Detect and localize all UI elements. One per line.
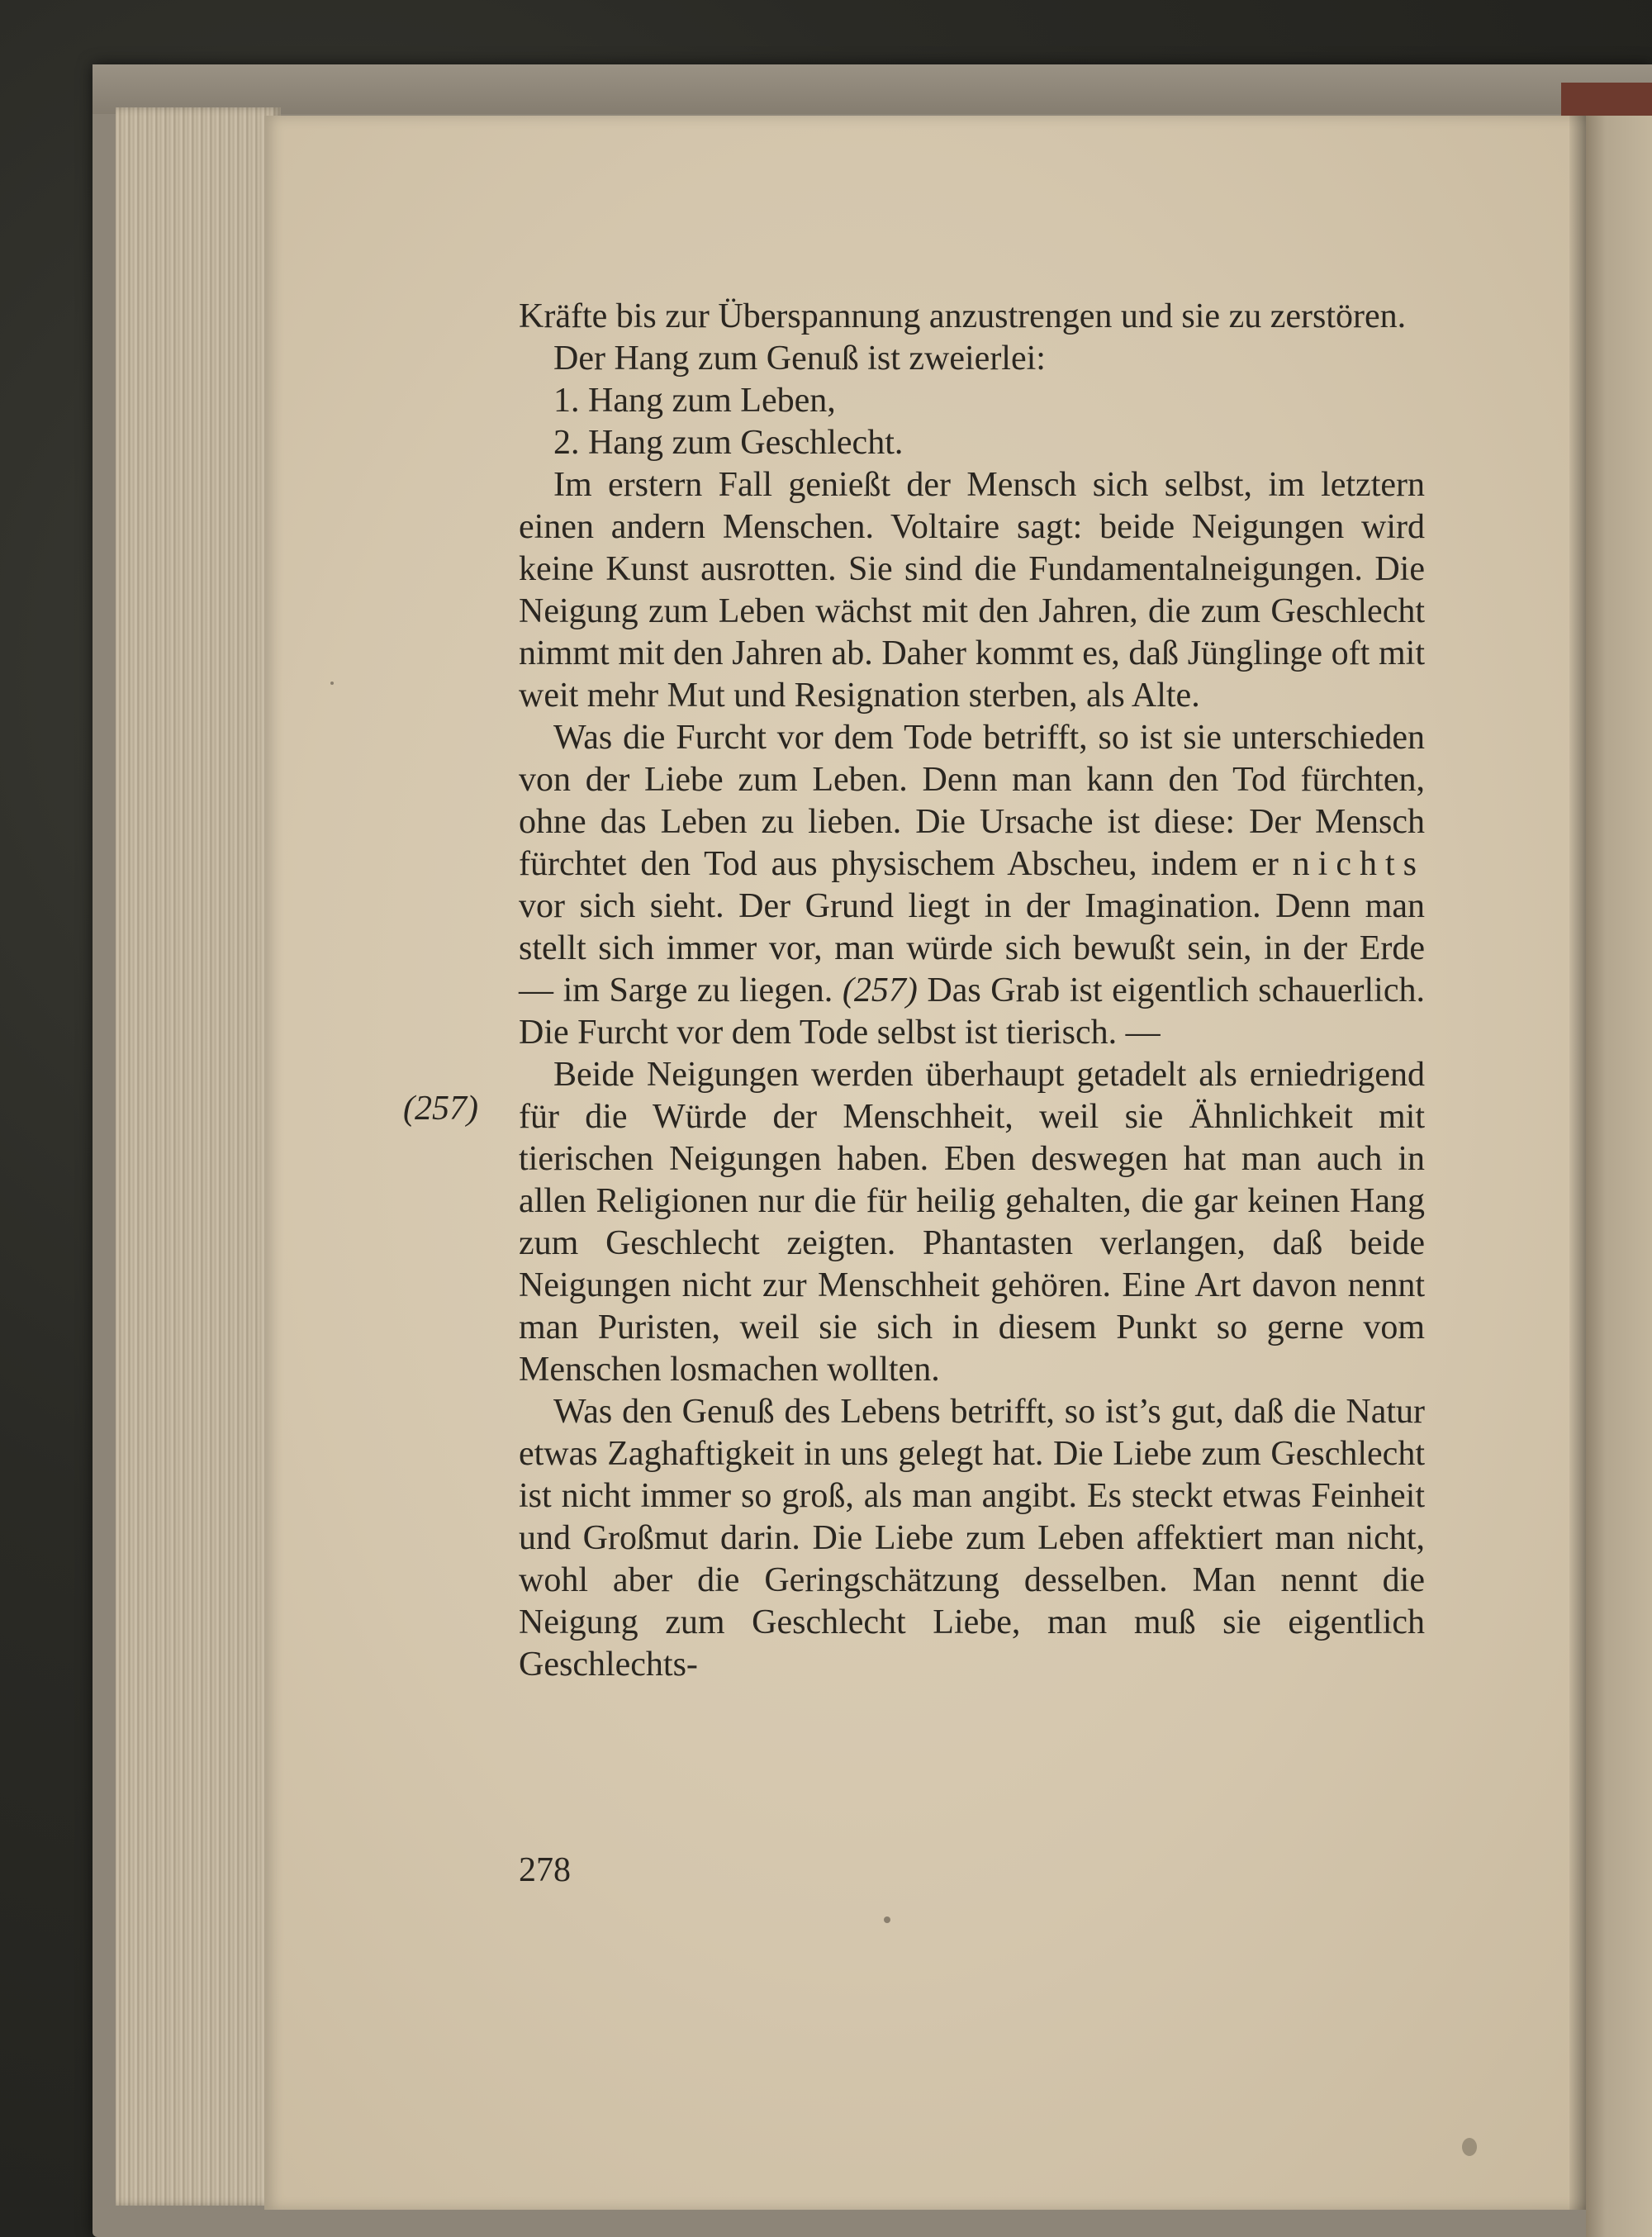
paragraph: Beide Neigungen werden überhaupt getadelt als erniedrigend für die Würde der Menschheit, weil sie Ähnlichkeit mit tierischen Neigungen haben. Eben deswegen hat man auch in allen Religionen nur die für heilig gehalten, die gar keinen Hang zum Geschlecht zeigten. Phantasten verlangen, daß beide Neigungen nicht zur Menschheit gehören. Eine Art davon nennt man Puristen, weil sie sich in diesem Punkt so gerne vom Menschen losmachen wollten.	[519, 1056, 1425, 1389]
page-edges-stack	[116, 107, 281, 2206]
list-item: 2. Hang zum Geschlecht.	[553, 424, 904, 462]
inline-page-reference: (257)	[842, 971, 918, 1009]
page-gutter-shadow	[1569, 116, 1586, 2210]
paragraph-text: vor sich sieht. Der Grund liegt in der Imagination. Denn man stellt sich immer vor, man würde sich bewußt sein, in der Erde — im Sarge zu liegen.	[519, 887, 1425, 1009]
paragraph: Der Hang zum Genuß ist zweierlei:	[553, 340, 1046, 378]
page-number: 278	[519, 1851, 571, 1889]
paper-speck	[884, 1916, 890, 1923]
paragraph: Was den Genuß des Lebens betrifft, so ist’s gut, daß die Natur etwas Zaghaftigkeit in uns gelegt hat. Die Liebe zum Geschlecht ist nicht immer so groß, als man angibt. Es steckt etwas Feinheit und Großmut darin. Die Liebe zum Leben affektiert man nicht, wohl aber die Geringschätzung desselben. Man nennt die Neigung zum Geschlecht Liebe, man muß sie eigentlich Geschlechts-	[519, 1393, 1425, 1684]
facing-page-sliver	[1586, 116, 1652, 2237]
paragraph	[519, 717, 1425, 1054]
book-cover-top-edge	[93, 64, 1652, 114]
paragraph-text: Was die Furcht vor dem Tode betrifft, so ist sie unterschieden von der Liebe zum Leben. Denn man kann den Tod fürchten, ohne das Leben zu lieben. Die Ursache ist diese: Der Mensch fürchtet den Tod aus physischem Abscheu, indem er	[519, 719, 1425, 883]
body-text	[519, 296, 1425, 1686]
list-item: 1. Hang zum Leben,	[553, 382, 836, 420]
paragraph-text: Das Grab ist eigentlich schauerlich. Die Furcht vor dem Tode selbst ist tierisch. —	[519, 971, 1425, 1052]
paragraph: Im erstern Fall genießt der Mensch sich selbst, im letztern einen andern Menschen. Voltaire sagt: beide Neigungen wird keine Kunst ausrotten. Sie sind die Fundamentalneigungen. Die Neigung zum Leben wächst mit den Jahren, die zum Geschlecht nimmt mit den Jahren ab. Daher kommt es, daß Jünglinge oft mit weit mehr Mut und Resignation sterben, als Alte.	[519, 466, 1425, 715]
paper-speck	[1462, 2138, 1477, 2156]
margin-page-reference: (257)	[403, 1090, 478, 1128]
spaced-emphasis: nichts	[1292, 845, 1425, 883]
paragraph: Kräfte bis zur Überspannung anzustrengen und sie zu zerstören.	[519, 297, 1407, 335]
paper-speck	[330, 682, 334, 685]
